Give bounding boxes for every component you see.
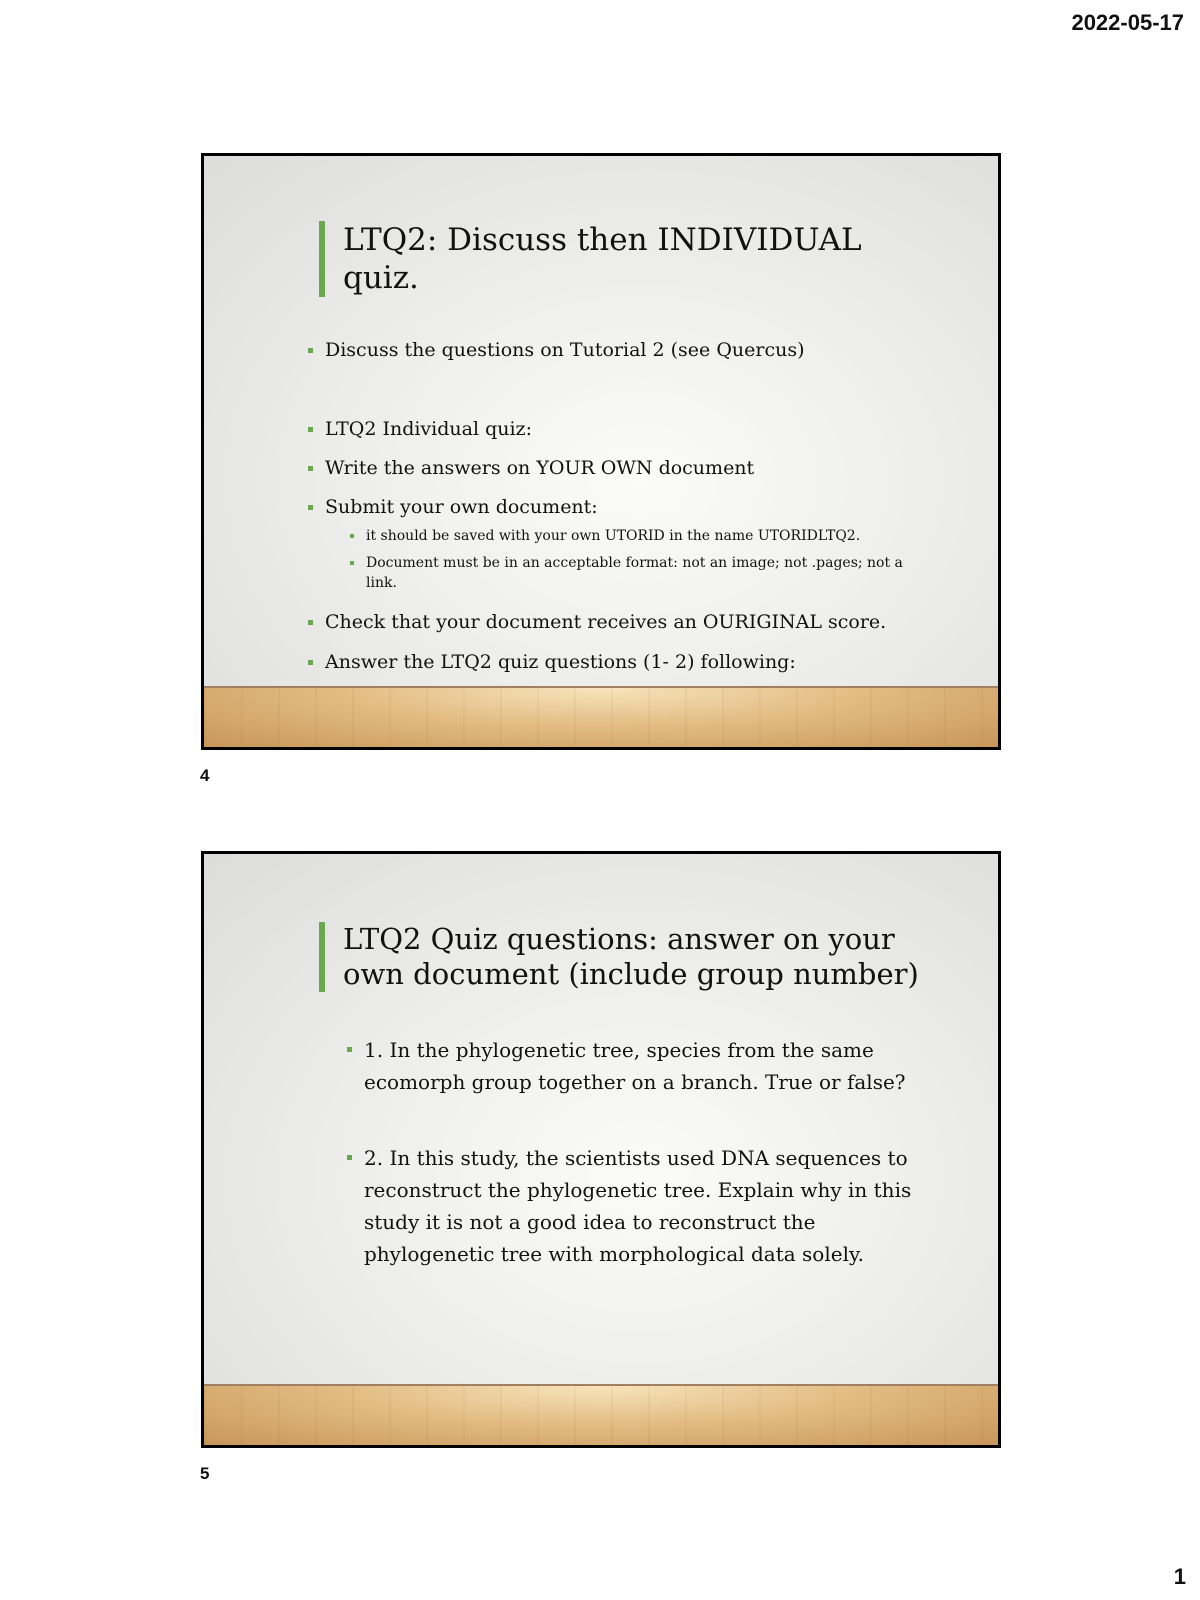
quiz-question-text: 1. In the phylogenetic tree, species from the same ecomorph group together on a branch. True or false? — [364, 1038, 906, 1094]
quiz-question-text: 2. In this study, the scientists used DNA sequences to reconstruct the phylogenetic tree. Explain why in this study it is not a good idea to reconstruct the phylogenetic tree with morphological data solely. — [364, 1146, 912, 1266]
bullet-text: LTQ2 Individual quiz: — [325, 418, 532, 440]
slide-title-line: own document (include group number) — [343, 957, 919, 991]
bullet-marker-icon — [308, 427, 313, 432]
bullet-marker-icon — [350, 534, 354, 538]
slide-4 — [201, 153, 1001, 750]
bullet-text: Discuss the questions on Tutorial 2 (see Quercus) — [325, 339, 805, 361]
slide-title-accent — [319, 221, 923, 297]
bullet-text: Write the answers on YOUR OWN document — [325, 457, 755, 479]
slide-title — [343, 221, 923, 297]
slide-5 — [201, 851, 1001, 1448]
bullet-marker-icon — [308, 620, 313, 625]
bullet-item — [325, 611, 886, 633]
wood-floor-decoration — [204, 686, 998, 747]
bullet-item — [325, 418, 532, 440]
sub-bullet-item — [366, 526, 906, 546]
bullet-text: Submit your own document: — [325, 496, 598, 518]
bullet-marker-icon — [347, 1155, 352, 1160]
wood-floor-decoration — [204, 1384, 998, 1445]
bullet-marker-icon — [308, 505, 313, 510]
slide-title-accent — [319, 922, 943, 992]
bullet-text: Check that your document receives an OURIGINAL score. — [325, 611, 887, 633]
bullet-marker-icon — [308, 348, 313, 353]
quiz-question — [364, 1142, 944, 1270]
bullet-marker-icon — [308, 660, 313, 665]
slide-title-line: LTQ2: Discuss then INDIVIDUAL — [343, 222, 862, 258]
page-number: 1 — [1173, 1564, 1186, 1589]
slide-title-line: quiz. — [343, 260, 419, 296]
bullet-marker-icon — [347, 1047, 352, 1052]
bullet-item — [325, 651, 796, 673]
bullet-item — [325, 457, 754, 479]
bullet-item — [325, 496, 598, 518]
sub-bullet-item — [366, 553, 911, 593]
slide-title-line: LTQ2 Quiz questions: answer on your — [343, 922, 895, 956]
bullet-text: Answer the LTQ2 quiz questions (1- 2) following: — [325, 651, 796, 673]
bullet-marker-icon — [308, 466, 313, 471]
slide-title — [343, 922, 943, 992]
quiz-question — [364, 1034, 944, 1098]
page-date: 2022-05-17 — [1071, 10, 1184, 35]
sub-bullet-text: Document must be in an acceptable format: not an image; not .pages; not a link. — [366, 555, 903, 591]
bullet-item — [325, 339, 805, 361]
bullet-marker-icon — [350, 561, 354, 565]
slide-number: 5 — [200, 1464, 210, 1483]
slide-number: 4 — [200, 766, 210, 785]
sub-bullet-text: it should be saved with your own UTORID in the name UTORIDLTQ2. — [366, 528, 861, 544]
